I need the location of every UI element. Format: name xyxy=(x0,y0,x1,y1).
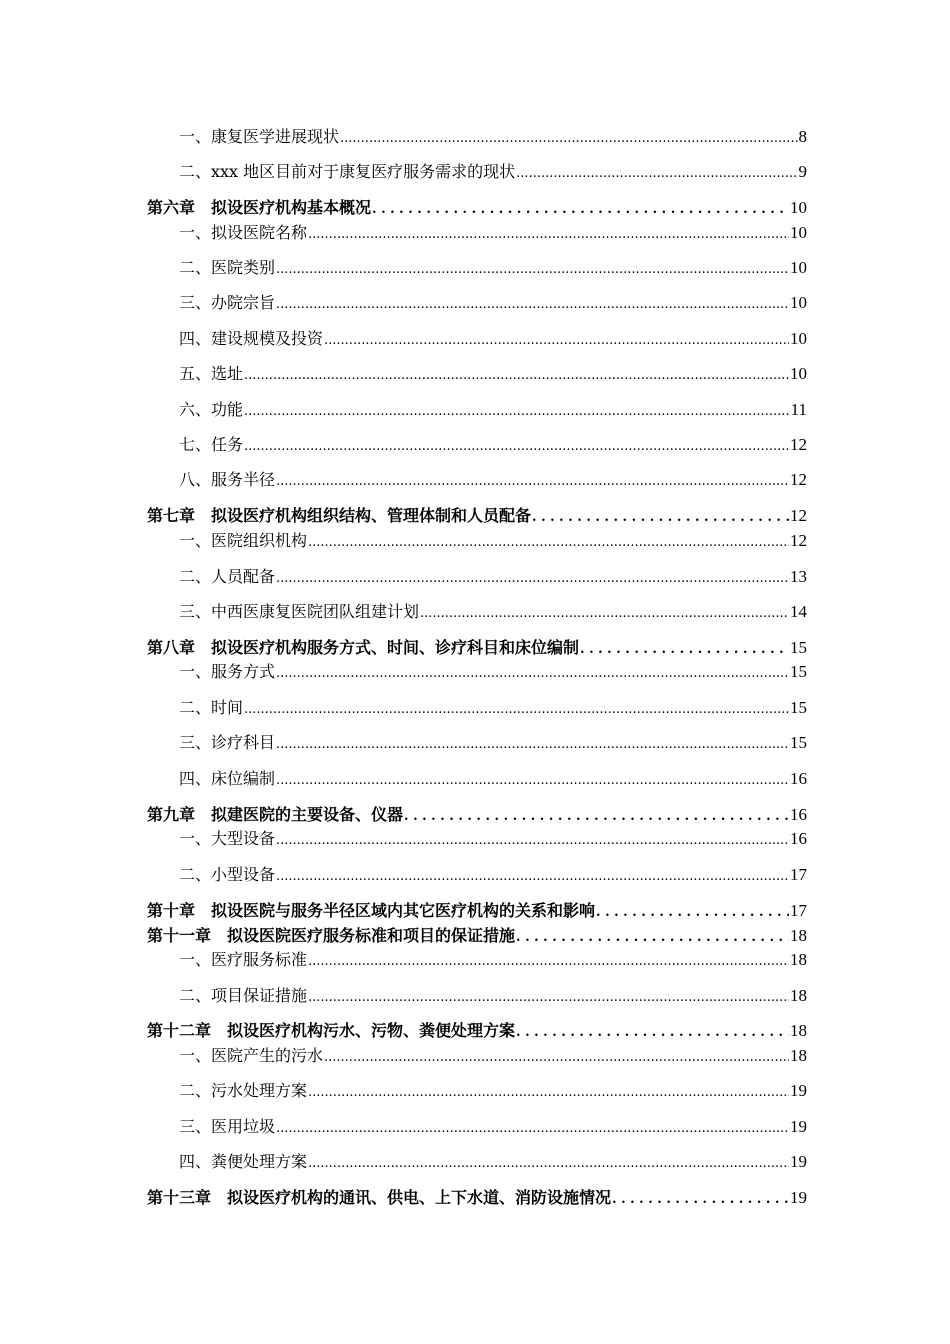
toc-entry-title: 二、污水处理方案 xyxy=(179,1081,308,1100)
toc-entry-title: 二、医院类别 xyxy=(179,258,276,277)
toc-entry-title: 二、人员配备 xyxy=(179,567,276,586)
dot-leader xyxy=(308,986,789,1008)
toc-section-entry[interactable] xyxy=(179,470,807,490)
dot-leader xyxy=(324,329,789,351)
toc-page-number: 15 xyxy=(790,733,807,752)
dot-leader xyxy=(276,662,789,684)
toc-page-number: 16 xyxy=(790,829,807,848)
toc-section-entry[interactable] xyxy=(179,1117,807,1137)
toc-page-number: 19 xyxy=(790,1188,807,1207)
dot-leader xyxy=(244,400,790,422)
toc-page-number: 18 xyxy=(790,926,807,945)
toc-entry-title: 四、粪便处理方案 xyxy=(179,1152,308,1171)
dot-leader xyxy=(276,865,789,887)
toc-entry-title: 一、医院组织机构 xyxy=(179,531,308,550)
dot-leader xyxy=(308,1152,789,1174)
toc-entry-title: 六、功能 xyxy=(179,400,244,419)
dot-leader xyxy=(308,531,789,553)
toc-entry-title: 二、项目保证措施 xyxy=(179,986,308,1005)
dot-leader xyxy=(276,293,789,315)
toc-entry-title: 第十章 拟设医院与服务半径区域内其它医疗机构的关系和影响 xyxy=(147,901,596,920)
toc-page-number: 13 xyxy=(790,567,807,586)
toc-page-number: 12 xyxy=(790,435,807,454)
toc-chapter-entry[interactable] xyxy=(147,1021,807,1041)
toc-page-number: 14 xyxy=(790,602,807,621)
toc-section-entry[interactable] xyxy=(179,127,807,147)
toc-chapter-entry[interactable] xyxy=(147,638,807,658)
toc-page-number: 10 xyxy=(790,223,807,242)
toc-page-number: 9 xyxy=(798,162,807,181)
toc-page-number: 11 xyxy=(790,400,807,419)
toc-page-number: 12 xyxy=(790,531,807,550)
dot-leader xyxy=(308,1081,789,1103)
toc-entry-title: 三、中西医康复医院团队组建计划 xyxy=(179,602,420,621)
toc-chapter-entry[interactable] xyxy=(147,805,807,825)
toc-chapter-entry[interactable] xyxy=(147,926,807,946)
dot-leader xyxy=(276,829,789,851)
toc-page-number: 18 xyxy=(790,1046,807,1065)
toc-page-number: 15 xyxy=(790,662,807,681)
dot-leader xyxy=(532,506,789,528)
toc-section-entry[interactable] xyxy=(179,567,807,587)
dot-leader xyxy=(580,638,789,660)
dot-leader xyxy=(372,198,789,220)
dot-leader xyxy=(276,470,789,492)
toc-section-entry[interactable] xyxy=(179,258,807,278)
toc-entry-title: 一、康复医学进展现状 xyxy=(179,127,340,146)
toc-section-entry[interactable] xyxy=(179,162,807,182)
toc-page-number: 19 xyxy=(790,1152,807,1171)
toc-entry-title: 三、办院宗旨 xyxy=(179,293,276,312)
toc-entry-title: 第六章 拟设医疗机构基本概况 xyxy=(147,198,372,217)
dot-leader xyxy=(276,1117,789,1139)
toc-page-number: 15 xyxy=(790,638,807,657)
toc-section-entry[interactable] xyxy=(179,400,807,420)
toc-section-entry[interactable] xyxy=(179,531,807,551)
toc-section-entry[interactable] xyxy=(179,733,807,753)
dot-leader xyxy=(244,364,789,386)
toc-entry-title: 一、医院产生的污水 xyxy=(179,1046,324,1065)
toc-section-entry[interactable] xyxy=(179,698,807,718)
toc-section-entry[interactable] xyxy=(179,293,807,313)
dot-leader xyxy=(276,769,789,791)
toc-entry-title: 二、小型设备 xyxy=(179,865,276,884)
toc-page-number: 12 xyxy=(790,470,807,489)
toc-section-entry[interactable] xyxy=(179,329,807,349)
dot-leader xyxy=(420,602,789,624)
toc-section-entry[interactable] xyxy=(179,602,807,622)
toc-page-number: 10 xyxy=(790,258,807,277)
dot-leader xyxy=(404,805,789,827)
toc-section-entry[interactable] xyxy=(179,986,807,1006)
toc-entry-title: 第七章 拟设医疗机构组织结构、管理体制和人员配备 xyxy=(147,506,532,525)
toc-entry-title: 五、选址 xyxy=(179,364,244,383)
toc-page-number: 16 xyxy=(790,769,807,788)
dot-leader xyxy=(596,901,789,923)
toc-page-number: 8 xyxy=(798,127,807,146)
dot-leader xyxy=(516,926,789,948)
toc-page-number: 19 xyxy=(790,1081,807,1100)
toc-page-number: 15 xyxy=(790,698,807,717)
toc-section-entry[interactable] xyxy=(179,1152,807,1172)
toc-entry-title: 八、服务半径 xyxy=(179,470,276,489)
dot-leader xyxy=(324,1046,789,1068)
toc-entry-title: 第十一章 拟设医院医疗服务标准和项目的保证措施 xyxy=(147,926,516,945)
toc-page-number: 18 xyxy=(790,1021,807,1040)
dot-leader xyxy=(244,435,789,457)
toc-entry-title: 三、诊疗科目 xyxy=(179,733,276,752)
toc-entry-title: 第八章 拟设医疗机构服务方式、时间、诊疗科目和床位编制 xyxy=(147,638,580,657)
toc-page-number: 10 xyxy=(790,364,807,383)
toc-page-number: 18 xyxy=(790,950,807,969)
toc-section-entry[interactable] xyxy=(179,769,807,789)
toc-section-entry[interactable] xyxy=(179,829,807,849)
toc-section-entry[interactable] xyxy=(179,435,807,455)
toc-entry-title: 一、拟设医院名称 xyxy=(179,223,308,242)
toc-entry-title: 第十三章 拟设医疗机构的通讯、供电、上下水道、消防设施情况 xyxy=(147,1188,612,1207)
toc-page-number: 12 xyxy=(790,506,807,525)
toc-entry-title: 一、服务方式 xyxy=(179,662,276,681)
dot-leader xyxy=(516,162,797,184)
toc-chapter-entry[interactable] xyxy=(147,1188,807,1208)
dot-leader xyxy=(276,567,789,589)
toc-section-entry[interactable] xyxy=(179,950,807,970)
dot-leader xyxy=(308,223,789,245)
toc-entry-title: 第十二章 拟设医疗机构污水、污物、粪便处理方案 xyxy=(147,1021,516,1040)
toc-page-number: 16 xyxy=(790,805,807,824)
toc-page-number: 18 xyxy=(790,986,807,1005)
toc-section-entry[interactable] xyxy=(179,364,807,384)
dot-leader xyxy=(244,698,789,720)
dot-leader xyxy=(276,258,789,280)
toc-section-entry[interactable] xyxy=(179,1046,807,1066)
dot-leader xyxy=(308,950,789,972)
toc-page-number: 10 xyxy=(790,293,807,312)
toc-entry-title: 一、医疗服务标准 xyxy=(179,950,308,969)
toc-section-entry[interactable] xyxy=(179,223,807,243)
toc-entry-title: 四、建设规模及投资 xyxy=(179,329,324,348)
toc-section-entry[interactable] xyxy=(179,662,807,682)
toc-page-number: 17 xyxy=(790,901,807,920)
toc-entry-title: 第九章 拟建医院的主要设备、仪器 xyxy=(147,805,404,824)
toc-chapter-entry[interactable] xyxy=(147,198,807,218)
toc-entry-title: 三、医用垃圾 xyxy=(179,1117,276,1136)
toc-page-number: 17 xyxy=(790,865,807,884)
toc-entry-title: 一、大型设备 xyxy=(179,829,276,848)
dot-leader xyxy=(516,1021,789,1043)
toc-page-number: 19 xyxy=(790,1117,807,1136)
toc-entry-title: 七、任务 xyxy=(179,435,244,454)
toc-page-number: 10 xyxy=(790,329,807,348)
toc-section-entry[interactable] xyxy=(179,1081,807,1101)
toc-chapter-entry[interactable] xyxy=(147,506,807,526)
toc-page-number: 10 xyxy=(790,198,807,217)
toc-entry-title: 二、xxx 地区目前对于康复医疗服务需求的现状 xyxy=(179,162,516,181)
toc-entry-title: 四、床位编制 xyxy=(179,769,276,788)
toc-section-entry[interactable] xyxy=(179,865,807,885)
dot-leader xyxy=(612,1188,789,1210)
dot-leader xyxy=(276,733,789,755)
toc-chapter-entry[interactable] xyxy=(147,901,807,921)
dot-leader xyxy=(340,127,797,149)
toc-entry-title: 二、时间 xyxy=(179,698,244,717)
